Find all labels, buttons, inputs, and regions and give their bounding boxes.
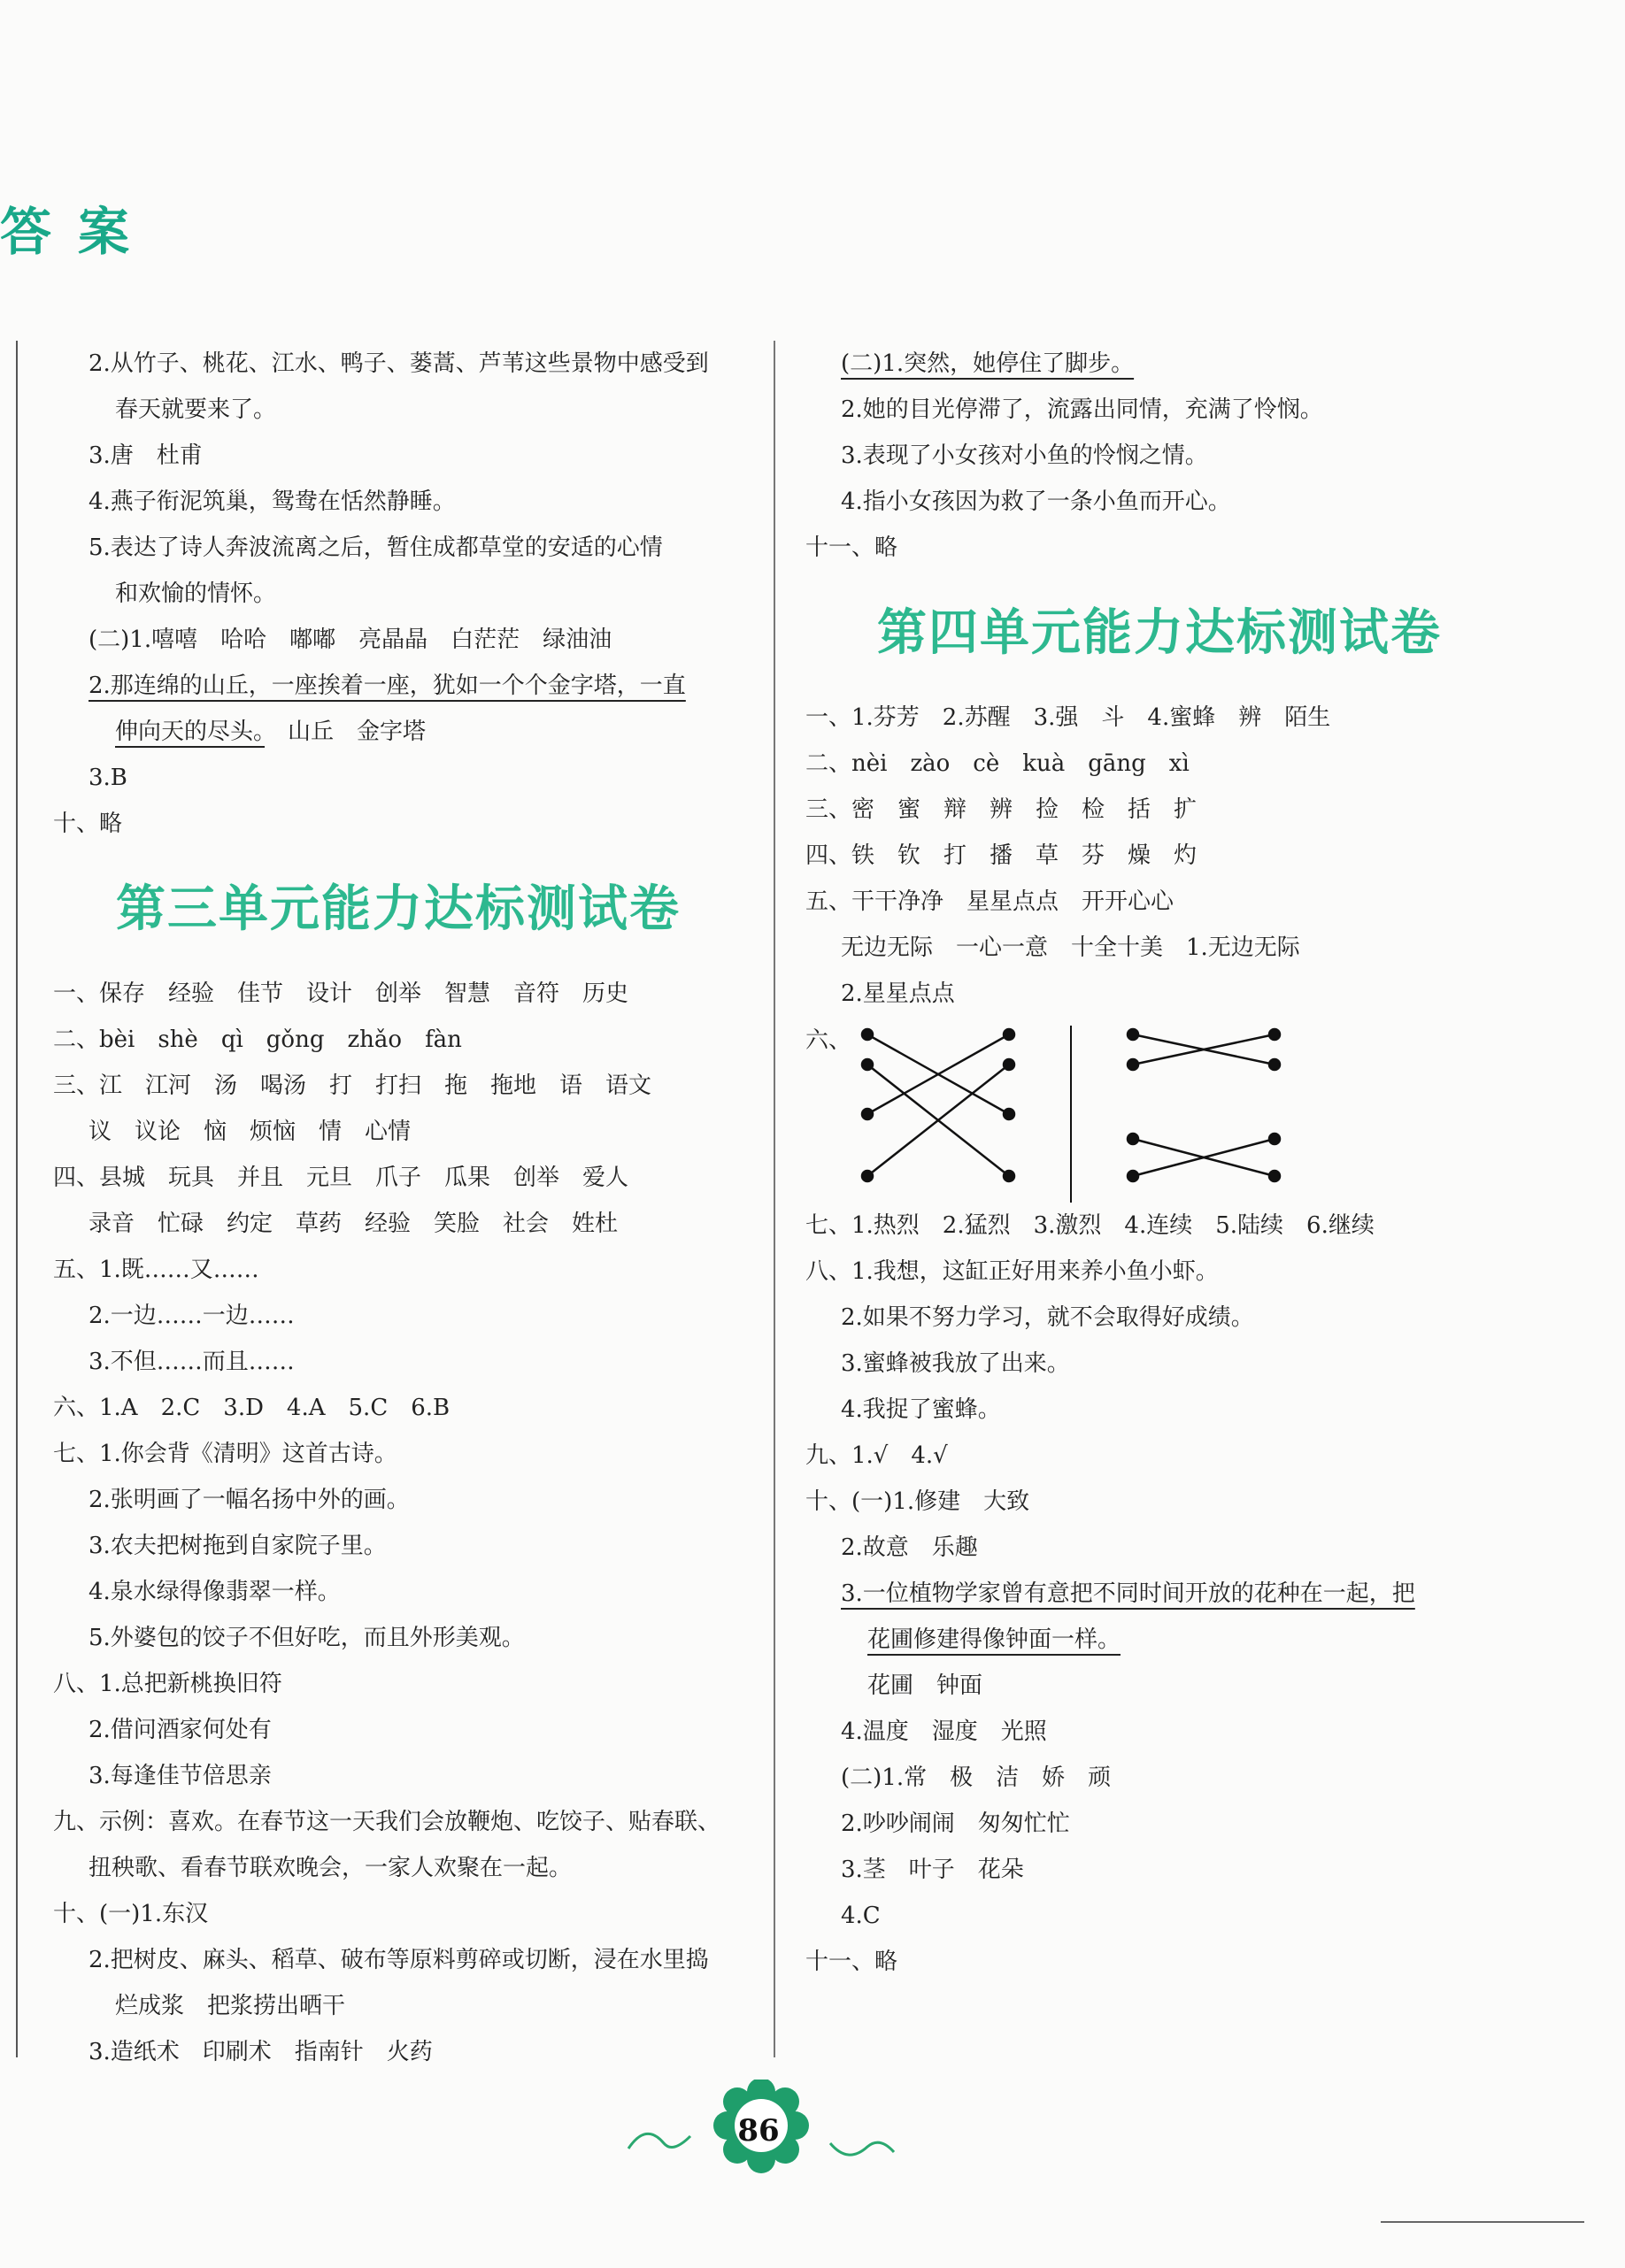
underlined-answer: 伸向天的尽头。 [115,719,266,745]
answer-line [53,433,743,479]
answer-line [805,1709,1513,1755]
answer-line [53,1799,743,1845]
answer-text: 2.从竹子、桃花、江水、鸭子、蒌蒿、芦苇这些景物中感受到 [89,350,709,377]
answer-text: 4.C [841,1903,881,1929]
answer-line [53,1109,743,1155]
answers-header: 答案 [0,202,157,262]
match-dot [862,1059,873,1070]
answer-line [53,1339,743,1385]
answer-line [805,695,1513,741]
answer-line [53,709,743,755]
answer-text: 4.温度 湿度 光照 [841,1718,1047,1745]
answer-line [805,1295,1513,1341]
unit4-answers-b [805,1203,1513,1571]
answer-line [805,387,1513,433]
answer-text: 3.造纸术 印刷术 指南针 火药 [89,2039,433,2065]
answer-line [53,663,743,709]
answer-text: 三、密 蜜 辩 辨 捡 检 括 扩 [805,796,1198,823]
answer-line [53,2029,743,2075]
answer-text: 二、nèi zào cè kuà gāng xì [805,750,1190,777]
answer-text: 2.把树皮、麻头、稻草、破布等原料剪碎或切断，浸在水里捣 [89,1947,709,1973]
answer-text: 4.泉水绿得像翡翠一样。 [89,1579,341,1605]
answer-text: 3.每逢佳节倍思亲 [89,1763,272,1789]
answer-text: 烂成浆 把浆捞出晒干 [115,1993,346,2019]
answer-text: 五、1.既……又…… [53,1257,259,1283]
answer-text: 2.如果不努力学习，就不会取得好成绩。 [841,1304,1254,1331]
answer-line [805,1571,1513,1617]
left-tail-block [53,755,743,847]
answer-line [53,1155,743,1201]
answer-line [805,1801,1513,1847]
answer-line [53,341,743,387]
answer-line [805,1479,1513,1525]
left-intro-block [53,341,743,663]
left-column [53,341,743,2075]
answer-text: 3.茎 叶子 花朵 [841,1857,1024,1883]
page-number: 86 [737,2113,780,2149]
answer-text: 5.外婆包的饺子不但好吃，而且外形美观。 [89,1625,525,1651]
answer-line [805,1617,1513,1663]
unit4-answers-a [805,695,1513,1017]
answer-line [805,1893,1513,1939]
match-dot [1128,1029,1138,1040]
answer-line [805,1203,1513,1249]
answer-text: 无边无际 一心一意 十全十美 1.无边无际 [841,934,1300,961]
answer-line [805,741,1513,787]
answer-line [805,1939,1513,1985]
answer-text: 九、示例：喜欢。在春节这一天我们会放鞭炮、吃饺子、贴春联、 [53,1809,721,1835]
answer-line [805,1663,1513,1709]
answer-line [805,341,1513,387]
answer-text: 五、干干净净 星星点点 开开心心 [805,888,1174,915]
match-dot [1128,1171,1138,1181]
answer-line [53,387,743,433]
right-column [805,341,1513,1985]
answer-line [53,755,743,801]
answer-line [53,1615,743,1661]
answer-line [805,479,1513,525]
answer-line [53,1753,743,1799]
answer-text: 3.唐 杜甫 [89,442,203,469]
answer-line [805,1249,1513,1295]
answer-line [805,1525,1513,1571]
answer-text: 一、保存 经验 佳节 设计 创举 智慧 音符 历史 [53,980,629,1007]
answer-text: 七、1.你会背《清明》这首古诗。 [53,1441,397,1467]
answer-text: 十一、略 [805,534,898,561]
answer-text: 六、1.A 2.C 3.D 4.A 5.C 6.B [53,1395,451,1421]
matching-diagram [805,1022,1513,1199]
answer-line [805,525,1513,571]
answer-line [53,1983,743,2029]
answer-text: 5.表达了诗人奔波流离之后，暂住成都草堂的安适的心情 [89,534,663,561]
match-dot [1269,1029,1280,1040]
answer-line [53,1063,743,1109]
answer-line [805,1847,1513,1893]
answer-text: 一、1.芬芳 2.苏醒 3.强 斗 4.蜜蜂 辨 陌生 [805,704,1331,731]
answer-line [53,1707,743,1753]
vine-right [830,2142,894,2155]
answer-line [805,1341,1513,1387]
answer-text: (二)1.常 极 洁 娇 顽 [841,1764,1112,1791]
underlined-answer: 花圃修建得像钟面一样。 [867,1626,1121,1653]
answer-text: 四、县城 玩具 并且 元旦 爪子 瓜果 创举 爱人 [53,1165,629,1191]
answer-text: 3.B [89,765,127,791]
answer-line [53,1017,743,1063]
answer-text: 3.农夫把树拖到自家院子里。 [89,1533,387,1559]
answer-line [805,971,1513,1017]
match-dot [1269,1171,1280,1181]
answer-text: 二、bèi shè qì gǒng zhǎo fàn [53,1026,462,1053]
answer-line [805,1387,1513,1433]
underlined-answer: 3.一位植物学家曾有意把不同时间开放的花种在一起，把 [841,1580,1415,1607]
answer-line [805,879,1513,925]
answer-line [53,1477,743,1523]
match-dot [862,1171,873,1181]
match-dot [1004,1059,1014,1070]
answer-line [53,1431,743,1477]
answer-text: 4.我捉了蜜蜂。 [841,1396,1001,1423]
answer-line [53,971,743,1017]
match-dot [1269,1059,1280,1070]
answer-text: 十、(一)1.东汉 [53,1901,209,1927]
match-dot [1004,1029,1014,1040]
answer-text: 花圃 钟面 [867,1672,983,1699]
unit4-answers-c [805,1663,1513,1985]
vine-left [628,2133,690,2149]
answer-text: 三、江 江河 汤 喝汤 打 打扫 拖 拖地 语 语文 [53,1072,652,1099]
answer-line [53,1569,743,1615]
answer-text: 十、(一)1.修建 大致 [805,1488,1030,1515]
answer-text: 2.星星点点 [841,980,955,1007]
left-margin-rule [16,341,18,2057]
answer-line [805,1433,1513,1479]
answer-text: 2.她的目光停滞了，流露出同情，充满了怜悯。 [841,396,1323,423]
answer-text: 2.张明画了一幅名扬中外的画。 [89,1487,410,1513]
answer-text: 议 议论 恼 烦恼 情 心情 [89,1119,412,1145]
answer-line [53,571,743,617]
match-dot [1128,1134,1138,1144]
answer-line [53,617,743,663]
match-dot [1269,1134,1280,1144]
answer-line [53,1661,743,1707]
answer-words: 山丘 金字塔 [265,719,427,745]
answer-text: 录音 忙碌 约定 草药 经验 笑脸 社会 姓杜 [89,1211,619,1237]
answer-text: 十、略 [53,811,123,837]
answer-text: 扭秧歌、看春节联欢晚会，一家人欢聚在一起。 [89,1855,573,1881]
answer-text: 七、1.热烈 2.猛烈 3.激烈 4.连续 5.陆续 6.继续 [805,1212,1375,1239]
answer-text: 2.吵吵闹闹 匆匆忙忙 [841,1811,1070,1837]
matching-lines [832,1026,1292,1203]
answer-text: 九、1.√ 4.√ [805,1442,948,1469]
answer-text: 3.不但……而且…… [89,1349,295,1375]
column-divider [774,341,775,2057]
bottom-rule [1381,2221,1584,2223]
answer-line [53,1247,743,1293]
right-intro-block [805,341,1513,571]
answer-text: 和欢愉的情怀。 [115,580,277,607]
unit4-title: 第四单元能力达标测试卷 [877,604,1442,662]
answer-text: 4.燕子衔泥筑巢，鸳鸯在恬然静睡。 [89,488,456,515]
answer-line [805,925,1513,971]
answer-line [53,1293,743,1339]
answer-line [805,787,1513,833]
answer-line [53,1523,743,1569]
answer-line [805,433,1513,479]
match-dot [1128,1059,1138,1070]
answer-line [53,1937,743,1983]
answer-text: (二)1.突然，她停住了脚步。 [841,350,1135,377]
answer-line [53,801,743,847]
answer-line [53,1891,743,1937]
answer-text: 十一、略 [805,1949,898,1975]
answer-line [53,1385,743,1431]
answer-text: 春天就要来了。 [115,396,277,423]
answer-text: 3.蜜蜂被我放了出来。 [841,1350,1070,1377]
underlined-answer: 2.那连绵的山丘，一座挨着一座，犹如一个个金字塔，一直 [89,673,686,699]
answer-text: 4.指小女孩因为救了一条小鱼而开心。 [841,488,1231,515]
answer-text: 2.一边……一边…… [89,1303,295,1329]
unit3-title: 第三单元能力达标测试卷 [116,880,681,938]
answer-line [53,1845,743,1891]
match-dot [862,1109,873,1119]
answer-text: 2.故意 乐趣 [841,1534,978,1561]
answer-line [805,1755,1513,1801]
answer-text: 2.借问酒家何处有 [89,1717,272,1743]
answer-text: 四、铁 钦 打 播 草 芬 燥 灼 [805,842,1198,869]
unit3-answers [53,971,743,2075]
answer-text: 八、1.我想，这缸正好用来养小鱼小虾。 [805,1258,1219,1285]
answer-text: (二)1.嘻嘻 哈哈 嘟嘟 亮晶晶 白茫茫 绿油油 [89,627,612,653]
answer-text: 八、1.总把新桃换旧符 [53,1671,282,1697]
answer-line [53,479,743,525]
answer-line [53,1201,743,1247]
answer-line [805,833,1513,879]
answer-text: 3.表现了小女孩对小鱼的怜悯之情。 [841,442,1208,469]
match-dot [1004,1171,1014,1181]
matching-label: 六、 [805,1027,852,1054]
match-dot [1004,1109,1014,1119]
match-dot [862,1029,873,1040]
answer-line [53,525,743,571]
